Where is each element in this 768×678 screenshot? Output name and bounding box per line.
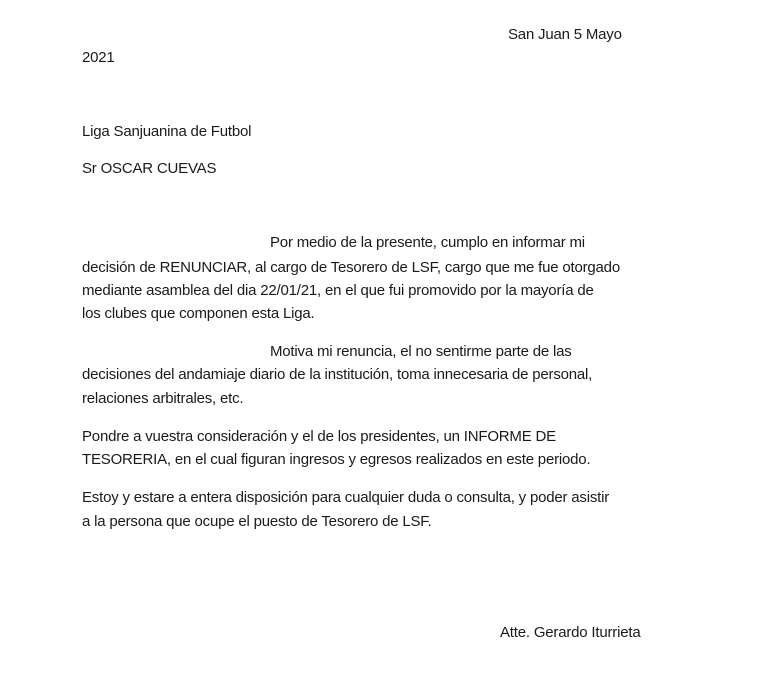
year: 2021 xyxy=(82,49,115,66)
paragraph-4-line-1: Estoy y estare a entera disposición para cualquier duda o consulta, y poder asistir xyxy=(82,489,610,506)
paragraph-3-line-1: Pondre a vuestra consideración y el de los presidentes, un INFORME DE xyxy=(82,428,556,445)
paragraph-2-line-1: Motiva mi renuncia, el no sentirme parte de las xyxy=(270,343,572,360)
paragraph-4-line-2: a la persona que ocupe el puesto de Tesorero de LSF. xyxy=(82,513,432,530)
signature: Atte. Gerardo Iturrieta xyxy=(500,624,641,641)
paragraph-2-line-3: relaciones arbitrales, etc. xyxy=(82,390,244,407)
paragraph-1-line-4: los clubes que componen esta Liga. xyxy=(82,305,315,322)
recipient-name: Sr OSCAR CUEVAS xyxy=(82,160,217,177)
paragraph-2-line-2: decisiones del andamiaje diario de la institución, toma innecesaria de personal, xyxy=(82,366,593,383)
paragraph-1-line-3: mediante asamblea del dia 22/01/21, en el que fui promovido por la mayoría de xyxy=(82,282,594,299)
paragraph-1-line-2: decisión de RENUNCIAR, al cargo de Tesorero de LSF, cargo que me fue otorgado xyxy=(82,259,620,276)
paragraph-3-line-2: TESORERIA, en el cual figuran ingresos y egresos realizados en este periodo. xyxy=(82,451,591,468)
recipient-organization: Liga Sanjuanina de Futbol xyxy=(82,123,252,140)
place-date: San Juan 5 Mayo xyxy=(508,26,622,43)
paragraph-1-line-1: Por medio de la presente, cumplo en informar mi xyxy=(270,234,585,251)
